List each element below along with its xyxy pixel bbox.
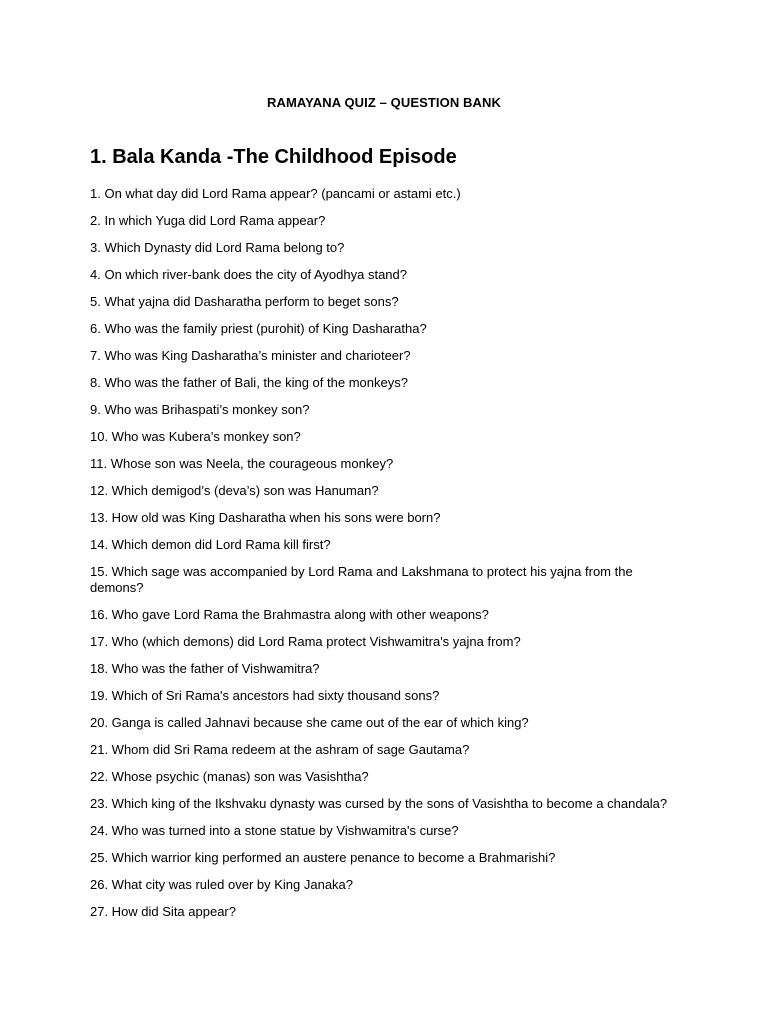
question-item: 3. Which Dynasty did Lord Rama belong to? [90,240,345,255]
question-item: 24. Who was turned into a stone statue by Vishwamitra's curse? [90,823,459,838]
question-item: 1. On what day did Lord Rama appear? (pancami or astami etc.) [90,186,461,201]
question-item: 16. Who gave Lord Rama the Brahmastra along with other weapons? [90,607,489,622]
question-item: 13. How old was King Dasharatha when his sons were born? [90,510,441,525]
section-heading: 1. Bala Kanda -The Childhood Episode [90,146,457,168]
question-list [90,186,680,931]
question-item: 26. What city was ruled over by King Janaka? [90,877,354,892]
question-item: 19. Which of Sri Rama's ancestors had sixty thousand sons? [90,688,440,703]
question-item: 25. Which warrior king performed an austere penance to become a Brahmarishi? [90,850,556,865]
question-item: 21. Whom did Sri Rama redeem at the ashram of sage Gautama? [90,742,470,757]
question-item: 20. Ganga is called Jahnavi because she came out of the ear of which king? [90,715,529,730]
question-item: 7. Who was King Dasharatha’s minister and charioteer? [90,348,411,363]
question-item: 4. On which river-bank does the city of Ayodhya stand? [90,267,407,282]
question-item: 2. In which Yuga did Lord Rama appear? [90,213,326,228]
question-item: 5. What yajna did Dasharatha perform to beget sons? [90,294,399,309]
question-item: 11. Whose son was Neela, the courageous monkey? [90,456,394,471]
question-item: 10. Who was Kubera’s monkey son? [90,429,301,444]
question-item: 6. Who was the family priest (purohit) of King Dasharatha? [90,321,427,336]
question-item: 9. Who was Brihaspati’s monkey son? [90,402,310,417]
question-item: 14. Which demon did Lord Rama kill first? [90,537,331,552]
question-item: 17. Who (which demons) did Lord Rama protect Vishwamitra's yajna from? [90,634,521,649]
question-item: 12. Which demigod’s (deva’s) son was Hanuman? [90,483,379,498]
question-item: 15. Which sage was accompanied by Lord Rama and Lakshmana to protect his yajna from the demons? [90,564,633,595]
question-item: 22. Whose psychic (manas) son was Vasishtha? [90,769,369,784]
document-title: RAMAYANA QUIZ – QUESTION BANK [266,95,502,110]
question-item: 23. Which king of the Ikshvaku dynasty was cursed by the sons of Vasishtha to become a chandala? [90,796,668,811]
question-item: 18. Who was the father of Vishwamitra? [90,661,320,676]
question-item: 27. How did Sita appear? [90,904,236,919]
question-item: 8. Who was the father of Bali, the king of the monkeys? [90,375,408,390]
